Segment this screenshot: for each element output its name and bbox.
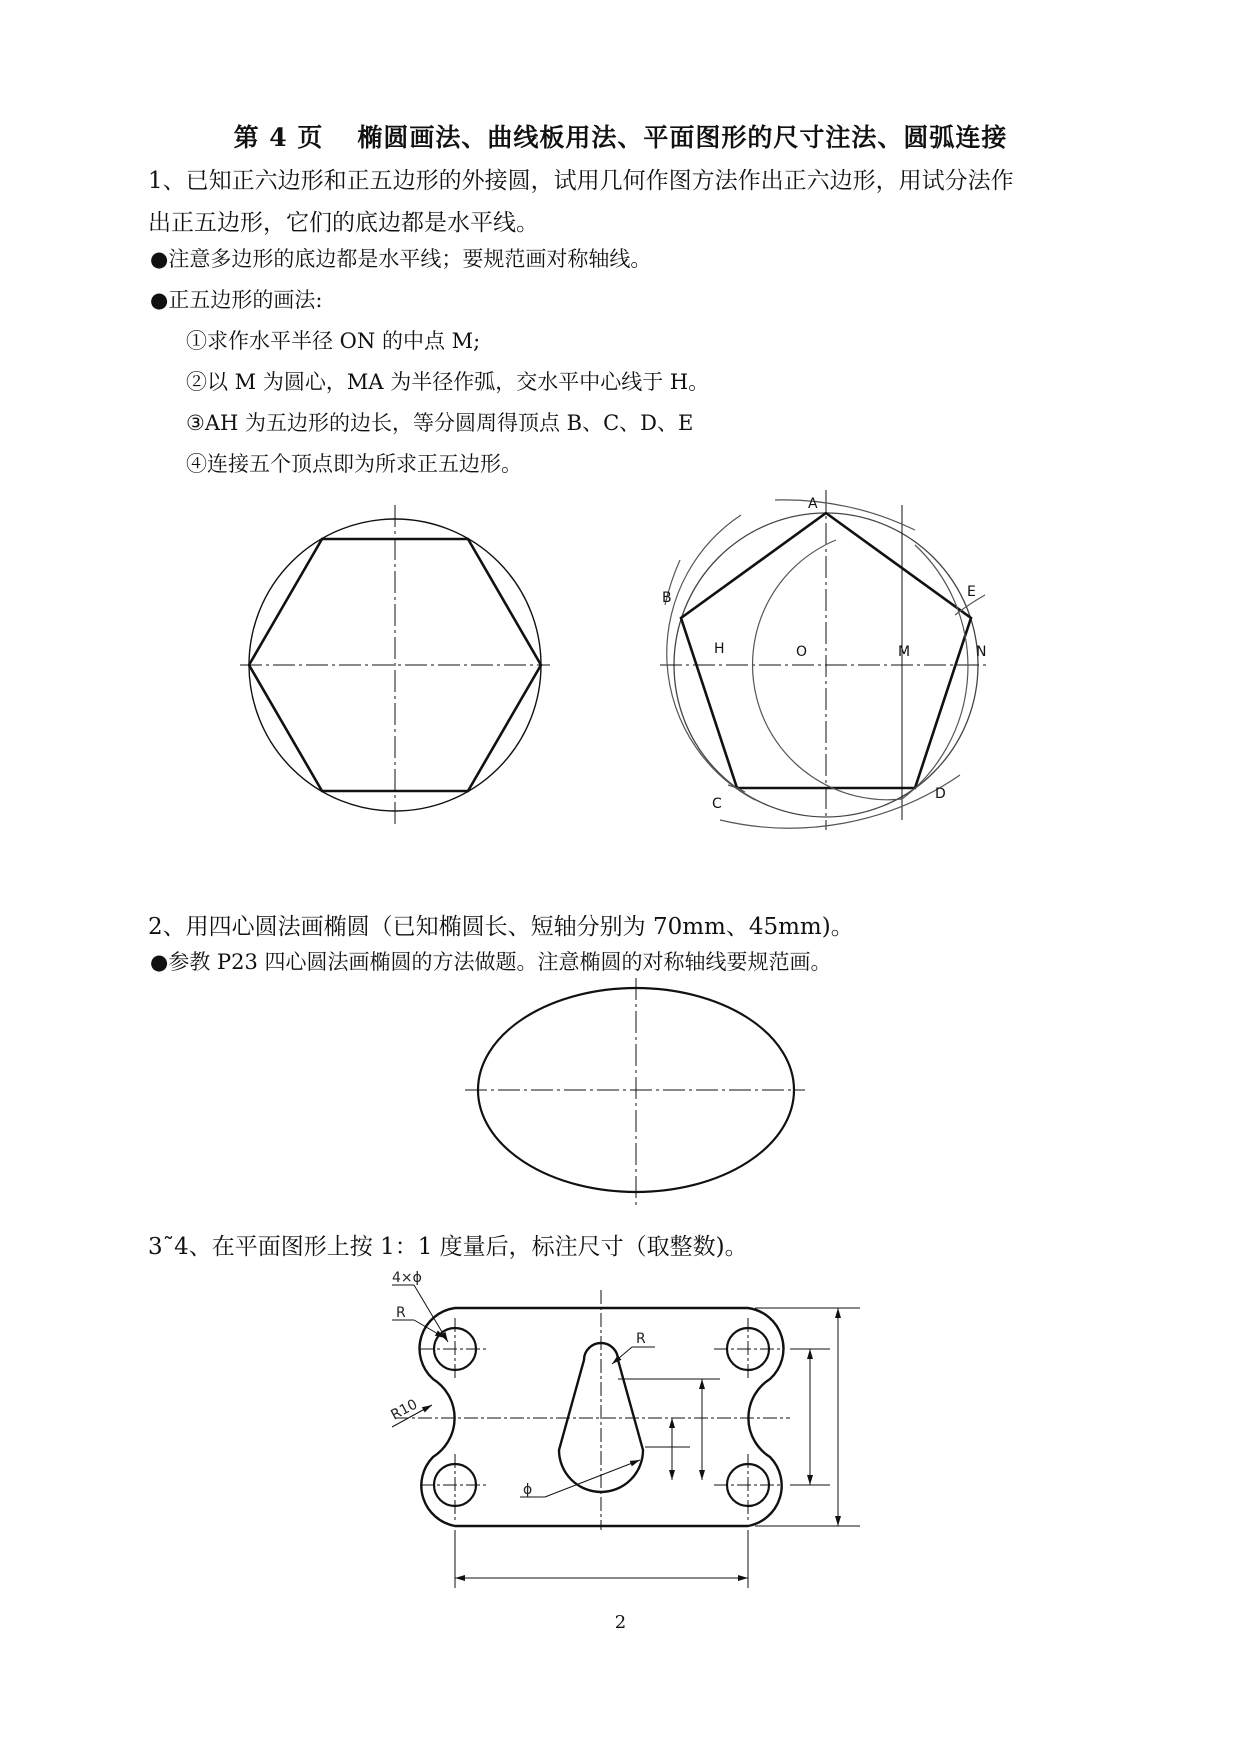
- dim-label-holes: 4×ϕ: [392, 1270, 422, 1286]
- dim-label-corner-r: R: [396, 1305, 406, 1321]
- page-heading: 椭圆画法、曲线板用法、平面图形的尺寸注法、圆弧连接: [357, 123, 1008, 152]
- page-number-label: 第 4 页: [233, 123, 324, 152]
- label-N: N: [976, 644, 987, 660]
- q1-line1: 1、已知正六边形和正五边形的外接圆，试用几何作图方法作出正六边形，用试分法作: [148, 168, 1014, 194]
- dim-label-slot-r: R: [636, 1331, 646, 1347]
- arc-center-M: [753, 540, 902, 800]
- q1-step-3: ③AH 为五边形的边长，等分圆周得顶点 B、C、D、E: [186, 411, 694, 435]
- q1-note-2: ●正五边形的画法:: [150, 288, 323, 312]
- q1-note-1: ●注意多边形的底边都是水平线；要规范画对称轴线。: [150, 247, 652, 271]
- dim-label-phi: ϕ: [523, 1482, 533, 1498]
- q1-line2: 出正五边形，它们的底边都是水平线。: [148, 210, 539, 236]
- leader-hole-diameter: [414, 1285, 448, 1342]
- label-B: B: [662, 590, 672, 606]
- q1-step-2: ②以 M 为圆心，MA 为半径作弧，交水平中心线于 H。: [186, 370, 710, 394]
- pentagon-figure: [660, 490, 990, 830]
- label-D: D: [935, 786, 946, 802]
- q1-step-4: ④连接五个顶点即为所求正五边形。: [186, 452, 522, 476]
- q2-line1: 2、用四心圆法画椭圆（已知椭圆长、短轴分别为 70mm、45mm)。: [148, 914, 854, 940]
- arc-bottom-construction: [720, 775, 960, 828]
- label-A: A: [808, 496, 818, 512]
- label-M: M: [898, 644, 911, 660]
- q1-step-1: ①求作水平半径 ON 的中点 M;: [186, 329, 481, 353]
- q3-line1: 3˜4、在平面图形上按 1：1 度量后，标注尺寸（取整数)。: [148, 1234, 748, 1260]
- label-H: H: [714, 641, 725, 657]
- arc-center-A: [667, 515, 755, 800]
- label-O: O: [796, 644, 808, 660]
- page-number: 2: [614, 1612, 627, 1633]
- arc-center-M-upper: [902, 545, 968, 799]
- label-E: E: [967, 584, 976, 600]
- label-C: C: [712, 796, 722, 812]
- plate-dimensions: [392, 1285, 860, 1588]
- ellipse-figure: [465, 978, 805, 1205]
- q2-note: ●参教 P23 四心圆法画椭圆的方法做题。注意椭圆的对称轴线要规范画。: [150, 950, 832, 974]
- hexagon-figure: [240, 505, 550, 825]
- plate-figure: [395, 1290, 790, 1530]
- dim-label-r10: R10: [388, 1396, 421, 1424]
